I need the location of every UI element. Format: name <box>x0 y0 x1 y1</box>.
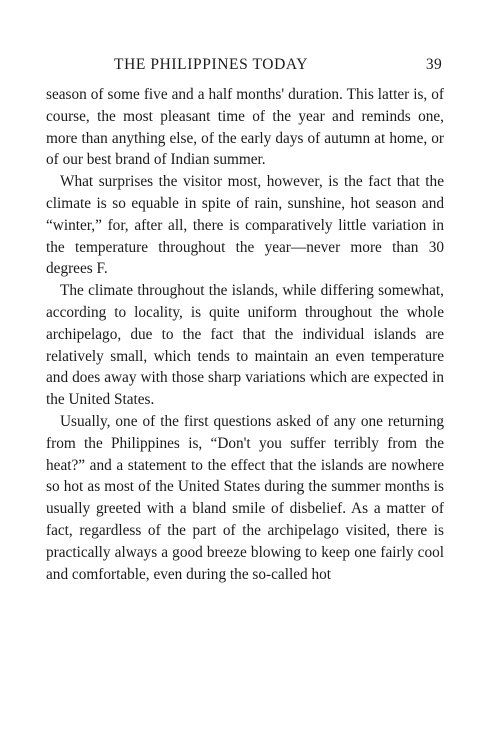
paragraph-continuation: season of some five and a half months' duration. This latter is, of course, the most pleasant time of the year and reminds one, more than anything else, of the early days of autumn at home, or of our best brand of Indian summer. <box>46 86 444 169</box>
paragraph-heat-question: Usually, one of the first questions asked of any one returning from the Philippines is, “Don't you suffer terribly from the heat?” and a statement to the effect that the islands are nowhere so hot as most of the United States during the summer months is usually greeted with a bland smile of disbelief. As a matter of fact, regardless of the part of the archipelago visited, there is practically always a good breeze blowing to keep one fairly cool and comfortable, even during the so-called hot <box>46 412 444 583</box>
book-page <box>46 52 444 585</box>
running-title: THE PHILIPPINES TODAY <box>114 56 309 73</box>
paragraph-climate-equable: What surprises the visitor most, however, is the fact that the climate is so equable in spite of rain, sunshine, hot season and “winter,” for, after all, there is comparatively little variation in the temperature throughout the year—never more than 30 degrees F. <box>46 173 444 278</box>
running-head <box>46 52 444 78</box>
paragraph-climate-uniform: The climate throughout the islands, while differing somewhat, according to locality, is quite uniform throughout the whole archipelago, due to the fact that the individual islands are relatively small, which tends to maintain an even temperature and does away with those sharp variations which are expected in the United States. <box>46 282 444 409</box>
body-text <box>46 84 444 585</box>
page-number: 39 <box>425 56 442 73</box>
